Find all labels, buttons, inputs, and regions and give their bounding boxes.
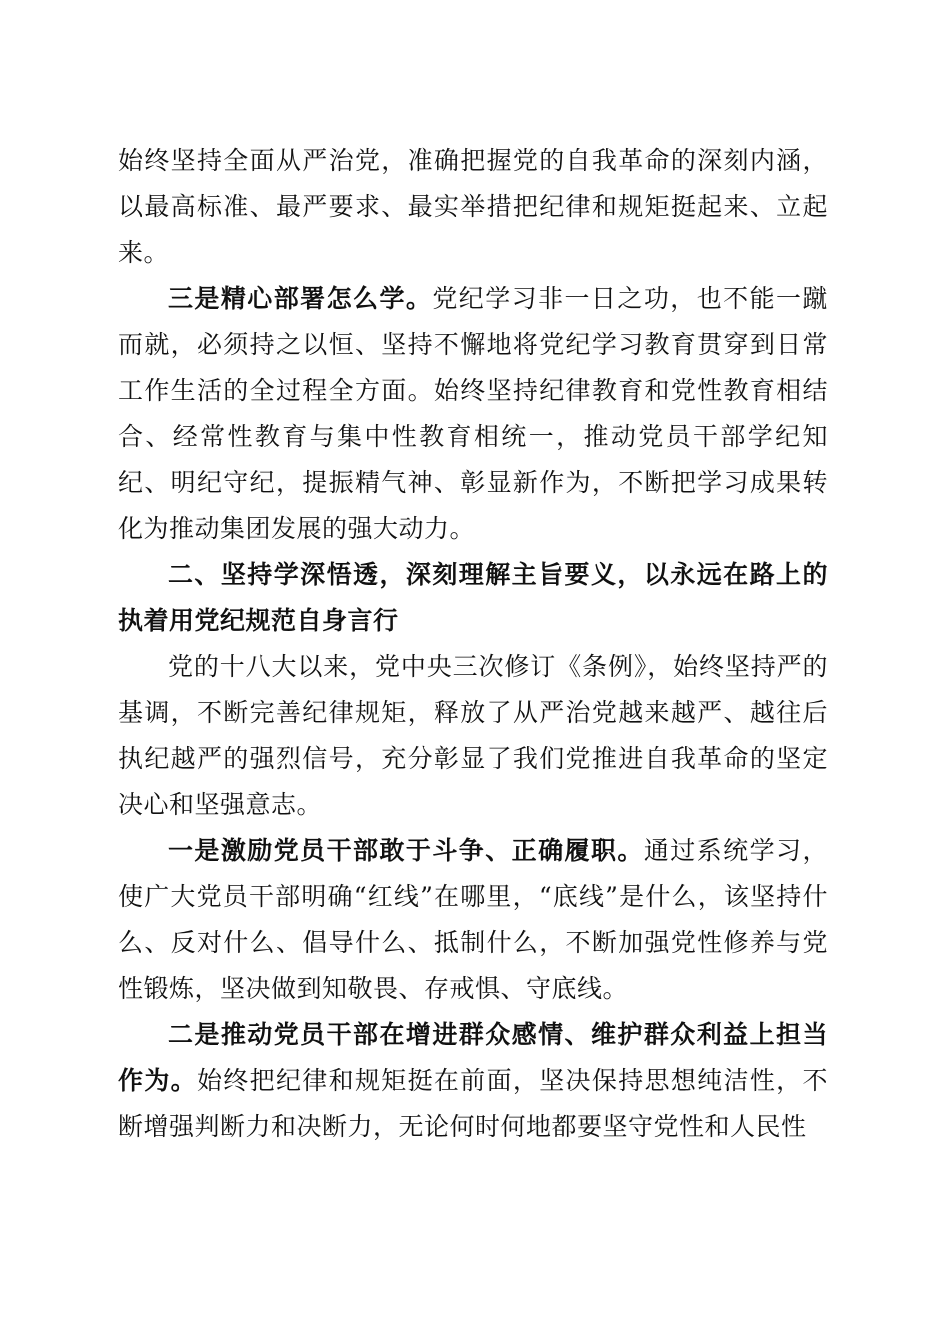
paragraph-text: 党的十八大以来，党中央三次修订《条例》，始终坚持严的基调，不断完善纪律规矩，释放了从严治党越来越严、越往后执纪越严的强烈信号，充分彰显了我们党推进自我革命的坚定决心和坚强意志。 <box>118 652 828 819</box>
paragraph-continuation <box>118 138 828 276</box>
paragraph-study-method <box>118 276 828 552</box>
paragraph-lead: 三是精心部署怎么学。 <box>168 284 433 313</box>
paragraph-text: 党纪学习非一日之功，也不能一蹴而就，必须持之以恒、坚持不懈地将党纪学习教育贯穿到日常工作生活的全过程全方面。始终坚持纪律教育和党性教育相结合、经常性教育与集中性教育相统一，推动党员干部学纪知纪、明纪守纪，提振精气神、彰显新作为，不断把学习成果转化为推动集团发展的强大动力。 <box>118 284 828 543</box>
paragraph-lead: 一是激励党员干部敢于斗争、正确履职。 <box>168 836 644 865</box>
paragraph-encourage-cadres <box>118 828 828 1012</box>
section-heading-2: 二、坚持学深悟透，深刻理解主旨要义，以永远在路上的执着用党纪规范自身言行 <box>118 560 828 635</box>
paragraph-regulations-history <box>118 644 828 828</box>
paragraph-serve-masses <box>118 1012 828 1150</box>
paragraph-lead: 二是推动党员干部在增进群众感情、维护群众利益上担当作为。 <box>118 1020 828 1095</box>
document-body <box>118 138 828 1150</box>
paragraph-text: 始终坚持全面从严治党，准确把握党的自我革命的深刻内涵，以最高标准、最严要求、最实举措把纪律和规矩挺起来、立起来。 <box>118 146 828 267</box>
paragraph-text: 始终把纪律和规矩挺在前面，坚决保持思想纯洁性，不断增强判断力和决断力，无论何时何地都要坚守党性和人民性 <box>118 1066 828 1141</box>
paragraph-text: 通过系统学习，使广大党员干部明确“红线”在哪里，“底线”是什么，该坚持什么、反对什么、倡导什么、抵制什么，不断加强党性修养与党性锻炼，坚决做到知敬畏、存戒惧、守底线。 <box>118 836 828 1003</box>
